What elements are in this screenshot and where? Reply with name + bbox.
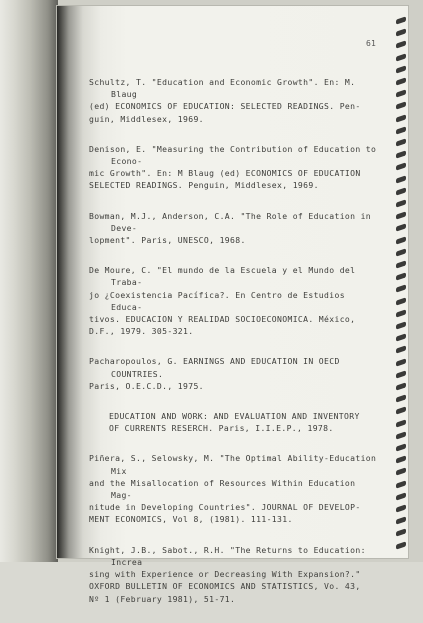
binding-ring — [396, 224, 406, 232]
binding-ring — [396, 248, 406, 256]
binding-ring — [396, 53, 406, 61]
binding-ring — [396, 16, 406, 24]
binding-ring — [396, 419, 406, 427]
binding-ring — [396, 346, 406, 354]
reference-line: sing with Experience or Decreasing With Expansion?." — [89, 569, 361, 580]
binding-ring — [396, 334, 406, 342]
reference-line: Nº 1 (February 1981), 51-71. — [89, 593, 236, 604]
binding-ring — [396, 480, 406, 488]
reference-line: tivos. EDUCACION Y REALIDAD SOCIOECONOMICA. México, — [89, 314, 356, 325]
binding-ring — [396, 297, 406, 305]
reference-line: nitude in Developing Countries". JOURNAL OF DEVELOP- — [89, 502, 361, 513]
reference-line: OF CURRENTS RESERCH. Paris, I.I.E.P., 1978. — [109, 423, 334, 434]
reference-entry — [89, 143, 377, 192]
binding-ring — [396, 90, 406, 98]
binding-ring — [396, 151, 406, 159]
binding-ring — [396, 175, 406, 183]
binding-ring — [396, 382, 406, 390]
binding-ring — [396, 309, 406, 317]
binding-ring — [396, 529, 406, 537]
reference-line: and the Misallocation of Resources Within Education Mag- — [89, 477, 356, 501]
page-number: 61 — [366, 39, 377, 48]
reference-line: Knight, J.B., Sabot., R.H. "The Returns to Education: Increa — [89, 544, 366, 567]
binding-ring — [396, 358, 406, 366]
binding-ring — [396, 114, 406, 122]
reference-line: Paris, O.E.C.D., 1975. — [89, 380, 204, 391]
reference-line: jo ¿Coexistencia Pacífica?. En Centro de Estudios Educa- — [89, 289, 345, 312]
binding-ring — [396, 163, 406, 171]
facing-page-edge — [0, 0, 58, 562]
binding-ring — [396, 541, 406, 549]
reference-line: Denison, E. "Measuring the Contribution of Education to Econo- — [89, 143, 377, 167]
binding-ring — [396, 285, 406, 293]
binding-ring — [396, 41, 406, 49]
reference-line: lopment". Paris, UNESCO, 1968. — [89, 235, 246, 246]
binding-ring — [396, 321, 406, 329]
binding-ring — [396, 236, 406, 244]
reference-line: (ed) ECONOMICS OF EDUCATION: SELECTED READINGS. Pen- — [89, 101, 361, 112]
binding-ring — [396, 212, 406, 220]
reference-line: SELECTED READINGS. Penguin, Middlesex, 1969. — [89, 180, 319, 191]
reference-line: Schultz, T. "Education and Economic Growth". En: M. Blaug — [89, 77, 356, 100]
spiral-binding — [393, 18, 408, 558]
binding-ring — [396, 431, 406, 439]
binding-ring — [396, 260, 406, 268]
binding-ring — [396, 29, 406, 37]
reference-line: MENT ECONOMICS, Vol 8, (1981). 111-131. — [89, 514, 293, 525]
binding-ring — [396, 126, 406, 134]
binding-ring — [396, 370, 406, 378]
reference-line: D.F., 1979. 305-321. — [89, 326, 194, 337]
reference-line: guin, Middlesex, 1969. — [89, 113, 204, 124]
reference-entry — [89, 544, 377, 605]
binding-ring — [396, 138, 406, 146]
reference-list — [89, 76, 377, 623]
reference-line: De Moure, C. "El mundo de la Escuela y el Mundo del Traba- — [89, 265, 356, 288]
binding-ring — [396, 443, 406, 451]
reference-line: OXFORD BULLETIN OF ECONOMICS AND STATISTICS, Vo. 43, — [89, 581, 361, 592]
reference-entry-continued — [89, 410, 377, 434]
reference-entry — [89, 264, 377, 337]
binding-ring — [396, 468, 406, 476]
reference-line: Bowman, M.J., Anderson, C.A. "The Role of Education in Deve- — [89, 210, 372, 233]
reference-line: EDUCATION AND WORK: AND EVALUATION AND INVENTORY — [109, 411, 360, 422]
reference-entry — [89, 452, 377, 525]
binding-ring — [396, 65, 406, 73]
binding-ring — [396, 492, 406, 500]
binding-ring — [396, 517, 406, 525]
reference-entry — [89, 355, 377, 392]
binding-ring — [396, 504, 406, 512]
binding-ring — [396, 102, 406, 110]
binding-ring — [396, 407, 406, 415]
binding-ring — [396, 199, 406, 207]
reference-entry — [89, 76, 377, 125]
reference-line: mic Growth". En: M Blaug (ed) ECONOMICS OF EDUCATION — [89, 168, 361, 179]
binding-ring — [396, 456, 406, 464]
binding-ring — [396, 273, 406, 281]
binding-ring — [396, 395, 406, 403]
reference-entry — [89, 210, 377, 247]
binding-ring — [396, 187, 406, 195]
binding-ring — [396, 77, 406, 85]
reference-line: Pacharopoulos, G. EARNINGS AND EDUCATION IN OECD COUNTRIES. — [89, 356, 340, 379]
reference-line: Piñera, S., Selowsky, M. "The Optimal Ability-Education Mix — [89, 453, 377, 476]
